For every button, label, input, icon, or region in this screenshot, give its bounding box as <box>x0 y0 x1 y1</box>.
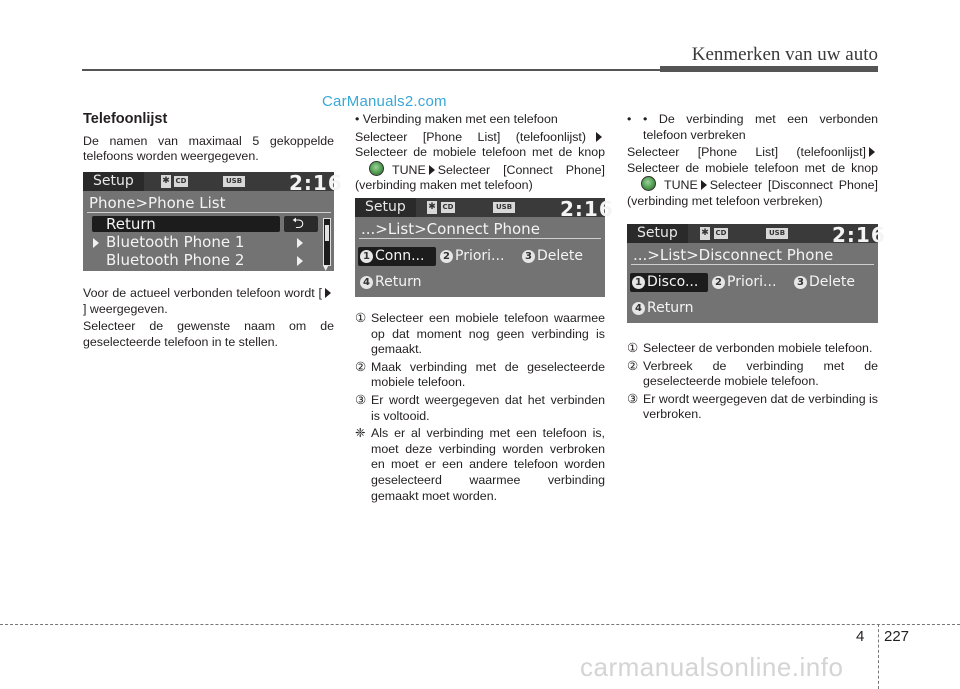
screen-breadcrumb: ...>List>Connect Phone <box>361 220 540 238</box>
footer-divider <box>878 624 879 689</box>
option-priority[interactable]: 2 Priori... <box>440 248 504 264</box>
scroll-down-icon: ▼ <box>323 264 329 272</box>
connect-instructions: Selecteer [Phone List] (telefoonlijst) Selecteer de mobiele telefoon met de knopTUNE Selecteer [Connect Phone] (verbinding maken met telefoon) <box>355 129 605 193</box>
middle-column-top <box>355 112 605 194</box>
watermark-bottom: carmanualsonline.info <box>580 652 844 682</box>
cd-icon: CD <box>175 177 187 185</box>
breadcrumb-underline <box>631 264 874 265</box>
list-item-phone-1[interactable]: Bluetooth Phone 1 <box>106 233 245 251</box>
right-column-bottom <box>627 341 878 425</box>
step-item: ③ Er wordt weergegeven dat de verbinding is verbroken. <box>627 391 878 422</box>
step-item: ② Verbreek de verbinding met de geselecteerde mobiele telefoon. <box>627 358 878 389</box>
disconnect-instructions: Selecteer [Phone List] (telefoonlijst] Selecteer de mobiele telefoon met de knopTUNE Selecteer [Disconnect Phone] (verbinding met telefoon verbreken) <box>627 145 878 208</box>
header-rule-accent <box>660 66 878 72</box>
step-item: ① Selecteer een mobiele telefoon waarmee op dat moment nog geen verbinding is gemaakt. <box>355 311 605 357</box>
cd-icon: CD <box>442 203 454 211</box>
screen-breadcrumb: ...>List>Disconnect Phone <box>633 246 834 264</box>
arrow-right-icon <box>429 165 435 175</box>
option-disconnect[interactable]: 1 Disco... <box>632 274 698 290</box>
arrow-right-icon <box>701 180 707 190</box>
connected-indicator-icon <box>93 238 99 248</box>
option-priority[interactable]: 2 Priori... <box>712 274 776 290</box>
note-item: ❈ Als er al verbinding met een telefoon is, moet deze verbinding worden verbroken en moet er een andere telefoon worden geselecteerd waarmee verbinding gemaakt moet worden. <box>355 426 605 503</box>
cd-icon: CD <box>715 229 727 237</box>
chevron-right-icon <box>297 256 303 266</box>
tune-knob-icon <box>369 161 384 176</box>
connected-phone-note: Voor de actueel verbonden telefoon wordt [] weergegeven. <box>83 286 334 317</box>
clock-display: 2:16 <box>289 171 343 195</box>
bluetooth-icon: ✱ <box>428 202 436 212</box>
scrollbar[interactable] <box>323 218 331 266</box>
middle-column-bottom <box>355 311 605 506</box>
clock-display: 2:16 <box>560 197 614 221</box>
right-column-top <box>627 112 878 210</box>
header-rule <box>82 69 660 71</box>
list-item-phone-2[interactable]: Bluetooth Phone 2 <box>106 251 245 269</box>
chapter-header-title: Kenmerken van uw auto <box>691 44 878 65</box>
disconnect-phone-screen <box>627 223 886 323</box>
watermark-top: CarManuals2.com <box>322 93 447 110</box>
usb-icon: USB <box>223 176 245 187</box>
connect-bullet: • Verbinding maken met een telefoon <box>355 112 558 126</box>
tune-knob-icon <box>641 176 656 191</box>
chapter-number: 4 <box>856 628 865 645</box>
option-delete[interactable]: 3 Delete <box>522 248 583 264</box>
arrow-right-icon <box>869 147 875 157</box>
usb-icon: USB <box>766 228 788 239</box>
option-delete[interactable]: 3 Delete <box>794 274 855 290</box>
page-number: 227 <box>884 628 910 645</box>
arrow-right-icon <box>596 132 602 142</box>
list-item-return[interactable]: Return <box>106 215 156 233</box>
option-return[interactable]: 4 Return <box>360 274 421 290</box>
step-item: ③ Er wordt weergegeven dat het verbinden is voltooid. <box>355 392 605 423</box>
breadcrumb-underline <box>359 238 601 239</box>
left-column-bottom <box>83 286 334 350</box>
screen-breadcrumb: Phone>Phone List <box>89 194 226 212</box>
option-return[interactable]: 4 Return <box>632 300 693 316</box>
left-column-top <box>83 112 334 165</box>
usb-icon: USB <box>493 202 515 213</box>
setup-label: Setup <box>83 172 144 191</box>
setup-label: Setup <box>627 224 688 243</box>
phone-list-screen <box>83 171 343 272</box>
setup-label: Setup <box>355 198 416 217</box>
back-arrow-icon: ⮌ <box>292 214 305 232</box>
connect-phone-screen <box>355 197 614 297</box>
intro-text: De namen van maximaal 5 gekoppelde telefoons worden weergegeven. <box>83 133 334 164</box>
step-item: ② Maak verbinding met de geselecteerde mobiele telefoon. <box>355 359 605 390</box>
section-title: Telefoonlijst <box>83 111 168 127</box>
disconnect-bullet: • • De verbinding met een verbonden telefoon verbreken <box>627 112 878 142</box>
chevron-right-icon <box>297 238 303 248</box>
footer-rule <box>0 624 960 625</box>
option-connect[interactable]: 1 Conn... <box>360 248 424 264</box>
clock-display: 2:16 <box>832 223 886 247</box>
scrollbar-thumb[interactable] <box>325 225 329 241</box>
bluetooth-icon: ✱ <box>162 176 170 186</box>
bluetooth-icon: ✱ <box>701 228 709 238</box>
select-phone-instruction: Selecteer de gewenste naam om de geselecteerde telefoon in te stellen. <box>83 319 334 349</box>
step-item: ① Selecteer de verbonden mobiele telefoon. <box>627 341 873 355</box>
arrow-right-icon <box>325 288 331 298</box>
